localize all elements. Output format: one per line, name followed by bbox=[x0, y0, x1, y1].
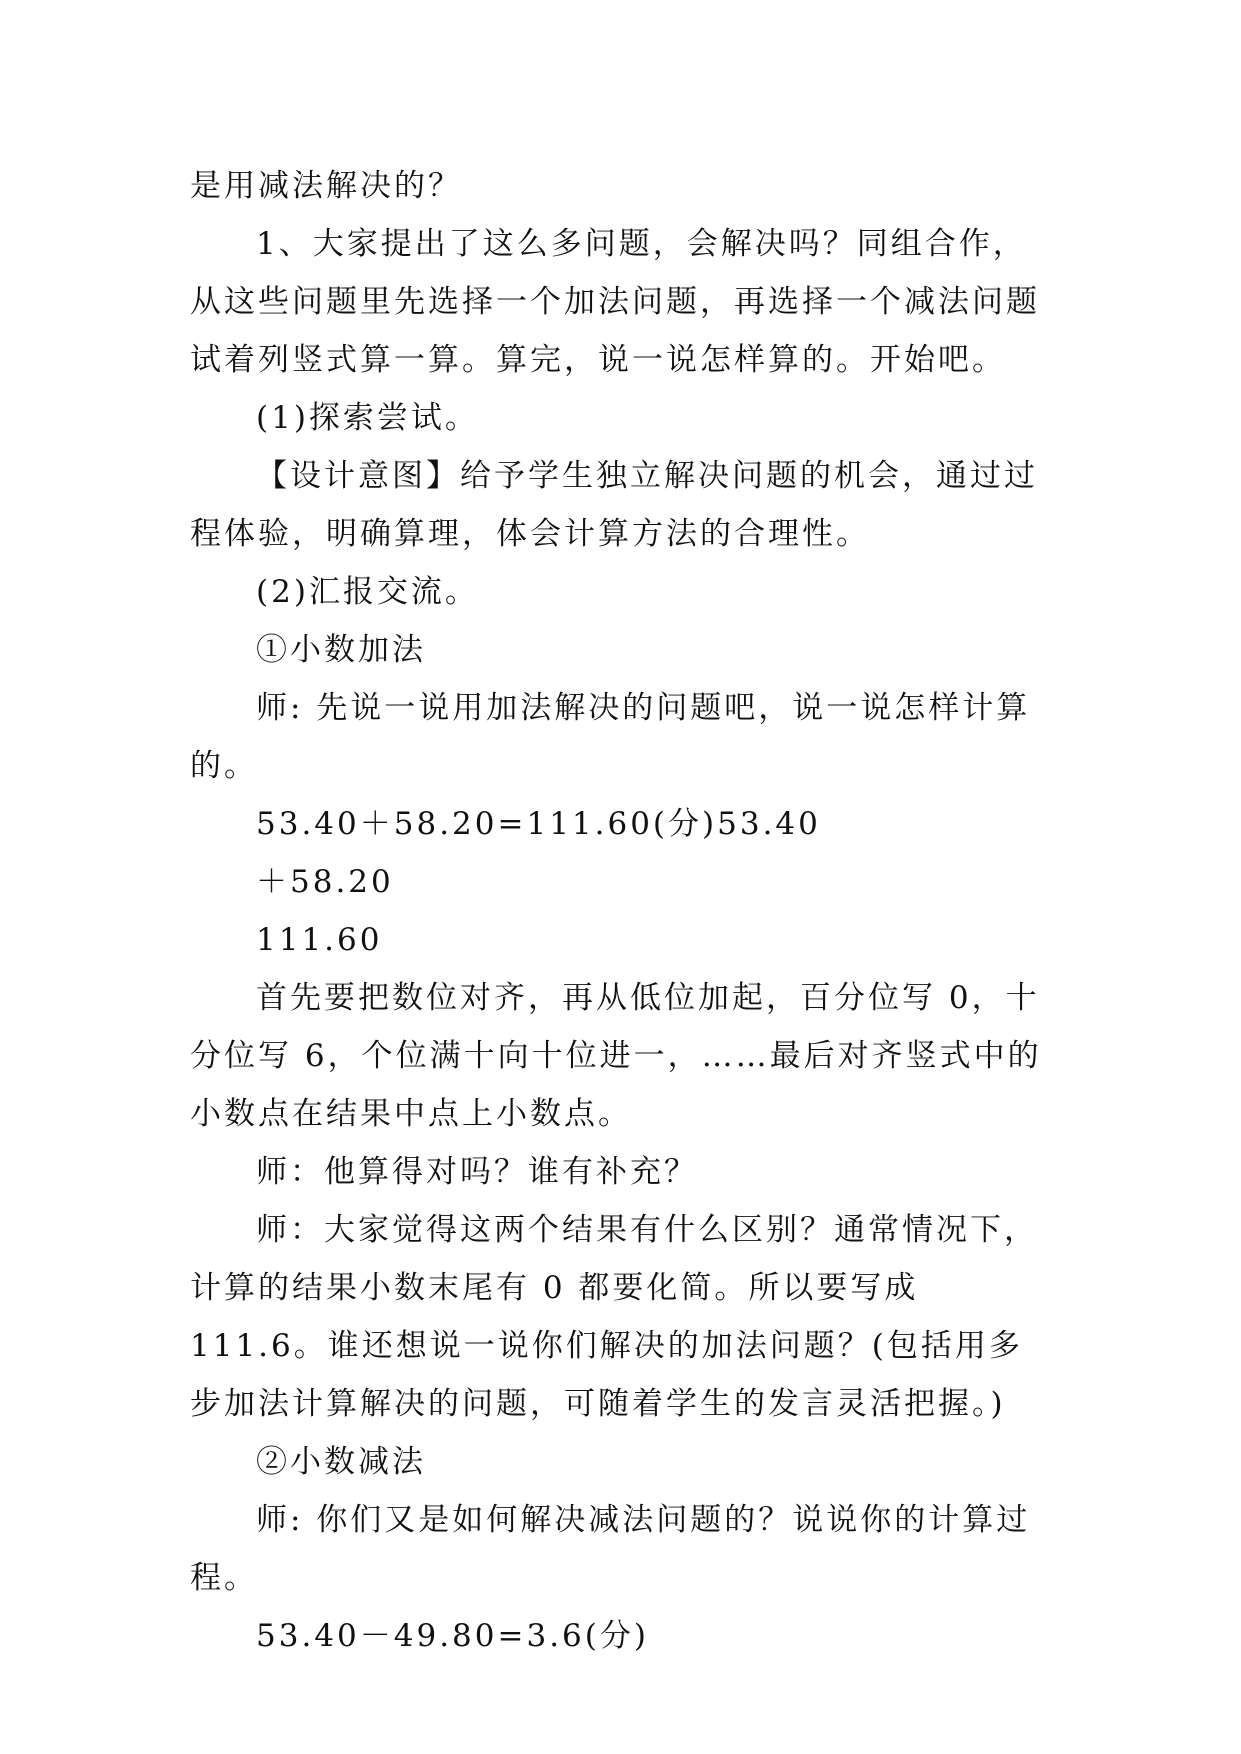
paragraph: 首先要把数位对齐，再从低位加起，百分位写 0，十分位写 6，个位满十向十位进一，……最后对齐竖式中的小数点在结果中点上小数点。 bbox=[190, 980, 1042, 1132]
design-intent-paragraph: 【设计意图】给予学生独立解决问题的机会，通过过程体验，明确算理，体会计算方法的合理性。 bbox=[190, 458, 1038, 552]
paragraph: 1、大家提出了这么多问题，会解决吗？同组合作，从这些问题里先选择一个加法问题，再选择一个减法问题试着列竖式算一算。算完，说一说怎样算的。开始吧。 bbox=[190, 226, 1040, 378]
math-expression: 111.60 bbox=[256, 922, 383, 958]
section-heading: (1)探索尝试。 bbox=[256, 400, 479, 436]
math-expression: 53.40－49.80=3.6(分) bbox=[256, 1618, 649, 1654]
teacher-dialogue: 师: 你们又是如何解决减法问题的？说说你的计算过程。 bbox=[190, 1502, 1031, 1596]
subsection-heading: ①小数加法 bbox=[256, 632, 426, 668]
teacher-dialogue: 师：他算得对吗？谁有补充？ bbox=[256, 1154, 698, 1190]
math-expression: ＋58.20 bbox=[256, 864, 394, 900]
math-expression: 53.40＋58.20=111.60(分)53.40 bbox=[256, 806, 821, 842]
subsection-heading: ②小数减法 bbox=[256, 1444, 426, 1480]
paragraph: 是用减法解决的？ bbox=[190, 168, 462, 204]
section-heading: (2)汇报交流。 bbox=[256, 574, 479, 610]
teacher-dialogue: 师: 先说一说用加法解决的问题吧，说一说怎样计算的。 bbox=[190, 690, 1031, 784]
document-body bbox=[190, 157, 1050, 1665]
teacher-dialogue: 师：大家觉得这两个结果有什么区别？通常情况下，计算的结果小数末尾有 0 都要化简。所以要写成 111.6。谁还想说一说你们解决的加法问题？(包括用多步加法计算解决的问题，可随着学生的发言灵活把握。) bbox=[190, 1212, 1038, 1422]
